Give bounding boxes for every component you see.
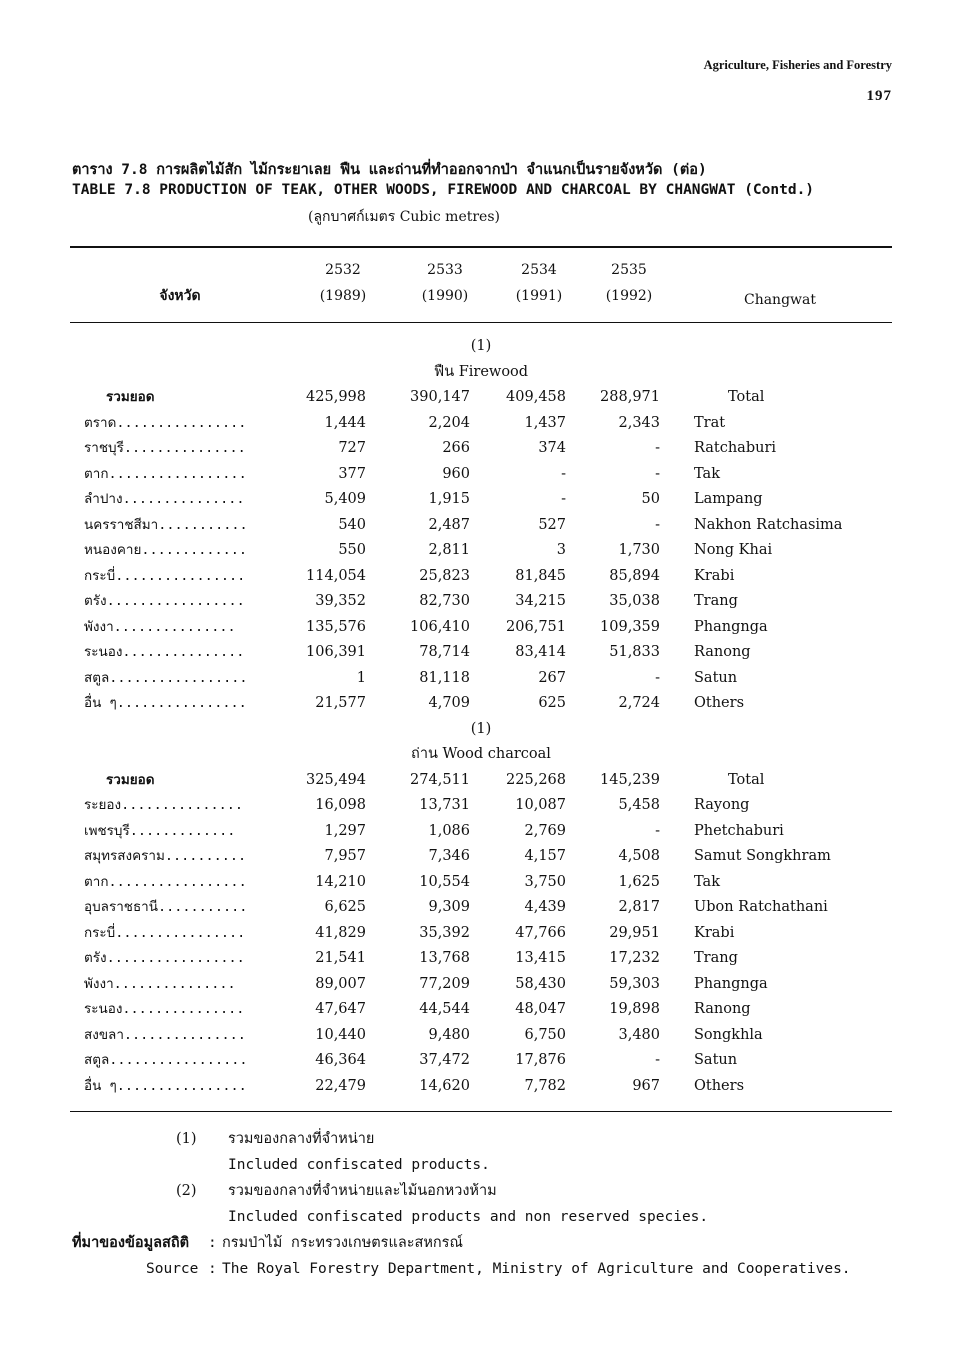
value-2534: 4,157 (524, 848, 566, 864)
value-2535: - (655, 440, 660, 456)
value-2532: 325,494 (306, 771, 366, 788)
value-2532: 21,541 (315, 950, 366, 966)
bottom-rule (70, 1111, 892, 1112)
table-row (70, 538, 892, 564)
value-2533: 10,554 (419, 873, 470, 890)
province-thai: พังงา............... (84, 618, 236, 635)
value-2534: 81,845 (515, 567, 566, 584)
value-2533: 14,620 (419, 1077, 470, 1094)
value-2534: 48,047 (515, 1001, 566, 1017)
section-footnote-mark: (1) (470, 338, 492, 354)
source-label-thai: ที่มาของข้อมูลสถิติ (72, 1235, 190, 1251)
changwat-english: Ranong (694, 1001, 751, 1017)
value-2535: 59,303 (609, 975, 660, 992)
value-2533: 390,147 (410, 389, 470, 405)
table-row (70, 997, 892, 1023)
table-row (70, 615, 892, 641)
value-2533: 9,309 (428, 899, 470, 915)
table-row (70, 895, 892, 921)
value-2532: 7,957 (324, 848, 366, 864)
value-2533: 13,768 (419, 950, 470, 966)
province-thai: สตูล................. (84, 1052, 248, 1068)
value-2534: 17,876 (515, 1052, 566, 1068)
changwat-english: Ubon Ratchathani (694, 899, 828, 915)
value-2533: 78,714 (419, 644, 470, 660)
value-2532: 106,391 (306, 644, 366, 660)
table-row (70, 564, 892, 590)
value-2534: 58,430 (515, 975, 566, 992)
value-2532: 41,829 (315, 924, 366, 941)
value-2535: 3,480 (618, 1026, 660, 1043)
value-2534: 13,415 (515, 950, 566, 966)
value-2532: 21,577 (315, 695, 366, 711)
table-row (70, 513, 892, 539)
changwat-english: Tak (694, 873, 720, 890)
value-2534: 3,750 (524, 873, 566, 890)
value-2532: 1,297 (324, 822, 366, 839)
value-2535: 4,508 (618, 848, 660, 864)
table-row (70, 972, 892, 998)
changwat-english: Trang (694, 950, 738, 966)
changwat-english: Trang (694, 593, 738, 609)
note-mark: (2) (176, 1183, 197, 1199)
note-text-thai: รวมของกลางที่จำหน่ายและไม้นอกหวงห้าม (228, 1183, 497, 1199)
source-colon: : (208, 1261, 217, 1277)
changwat-english: Nakhon Ratchasima (694, 516, 843, 533)
value-2533: 37,472 (419, 1052, 470, 1068)
value-2533: 266 (442, 440, 470, 456)
value-2534: 527 (538, 516, 566, 533)
changwat-english: Phetchaburi (694, 822, 784, 839)
header-rule (70, 322, 892, 323)
value-2535: 85,894 (609, 567, 660, 584)
table-row (70, 589, 892, 615)
header-year-2534: 2534 (1991) (515, 262, 563, 304)
changwat-english: Phangnga (694, 975, 768, 992)
table-row (70, 487, 892, 513)
value-2534: 34,215 (515, 593, 566, 609)
province-thai: ระยอง............... (84, 797, 244, 813)
value-2534: 6,750 (524, 1026, 566, 1043)
value-2532: 89,007 (315, 975, 366, 992)
value-2534: - (561, 465, 566, 482)
table-row (70, 411, 892, 437)
province-thai: สงขลา............... (84, 1026, 246, 1043)
table-row (70, 462, 892, 488)
province-thai: พังงา............... (84, 975, 236, 992)
value-2532: 114,054 (306, 567, 366, 584)
value-2534: 2,769 (524, 822, 566, 839)
table-title-english: TABLE 7.8 PRODUCTION OF TEAK, OTHER WOODS, FIREWOOD AND CHARCOAL BY CHANGWAT (Contd.) (72, 182, 815, 198)
source-label-english: Source (146, 1261, 199, 1277)
changwat-english: Trat (694, 414, 726, 431)
value-2535: - (655, 822, 660, 839)
note-text-english: Included confiscated products. (228, 1157, 490, 1173)
value-2534: 1,437 (524, 414, 566, 431)
table-row (70, 844, 892, 870)
province-thai: ราชบุรี............... (84, 440, 246, 456)
value-2535: - (655, 465, 660, 482)
province-thai: รวมยอด (106, 771, 155, 788)
value-2535: 19,898 (609, 1001, 660, 1017)
value-2533: 7,346 (428, 848, 470, 864)
value-2533: 2,811 (428, 542, 470, 558)
value-2534: 225,268 (506, 771, 566, 788)
value-2533: 1,086 (428, 822, 470, 839)
value-2534: 409,458 (506, 389, 566, 405)
province-thai: ตาก................. (84, 873, 247, 890)
value-2535: 1,730 (618, 542, 660, 558)
province-thai: อุบลราชธานี........... (84, 899, 248, 915)
value-2533: 4,709 (428, 695, 470, 711)
value-2534: 3 (556, 542, 566, 558)
value-2533: 106,410 (410, 618, 470, 635)
value-2532: 1 (356, 669, 366, 686)
value-2534: 47,766 (515, 924, 566, 941)
value-2533: 274,511 (410, 771, 470, 788)
header-year-2533: 2533 (1990) (421, 262, 469, 304)
source-colon: : (208, 1235, 217, 1251)
top-rule (70, 246, 892, 248)
note-text-english: Included confiscated products and non reserved species. (228, 1209, 709, 1225)
changwat-english: Krabi (694, 567, 735, 584)
value-2535: 2,343 (618, 414, 660, 431)
province-thai: ตราด................ (84, 414, 247, 431)
source-text-thai: กรมป่าไม้ กระทรวงเกษตรและสหกรณ์ (222, 1235, 463, 1251)
value-2535: 2,817 (618, 899, 660, 915)
value-2533: 960 (442, 465, 470, 482)
changwat-english: Krabi (694, 924, 735, 941)
value-2533: 1,915 (428, 491, 470, 507)
value-2534: 267 (538, 669, 566, 686)
source-text-english: The Royal Forestry Department, Ministry of Agriculture and Cooperatives. (222, 1261, 851, 1277)
section-footnote-mark: (1) (470, 720, 492, 737)
changwat-english: Total (728, 771, 765, 788)
table-row (70, 793, 892, 819)
value-2535: 109,359 (600, 618, 660, 635)
note-text-thai: รวมของกลางที่จำหน่าย (228, 1131, 375, 1147)
value-2535: - (655, 1052, 660, 1068)
changwat-english: Satun (694, 669, 738, 686)
header-year-2535: 2535 (1992) (605, 262, 653, 304)
value-2534: 4,439 (524, 899, 566, 915)
value-2534: 206,751 (506, 618, 566, 635)
table-title-block (72, 158, 814, 230)
changwat-english: Phangnga (694, 618, 768, 635)
province-thai: ตรัง................. (84, 593, 245, 609)
province-thai: รวมยอด (106, 389, 155, 405)
section-title: ฟืน Firewood (433, 363, 529, 380)
province-thai: ระนอง............... (84, 644, 245, 660)
table-row (70, 819, 892, 845)
value-2533: 82,730 (419, 593, 470, 609)
value-2532: 377 (338, 465, 366, 482)
province-thai: สมุทรสงคราม.......... (84, 848, 247, 864)
province-thai: ลำปาง............... (84, 491, 245, 507)
value-2532: 47,647 (315, 1001, 366, 1017)
value-2535: 145,239 (600, 771, 660, 788)
table-row (70, 666, 892, 692)
value-2535: 288,971 (600, 389, 660, 405)
value-2533: 2,487 (428, 516, 470, 533)
value-2533: 2,204 (428, 414, 470, 431)
value-2535: 5,458 (618, 797, 660, 813)
value-2535: 1,625 (618, 873, 660, 890)
changwat-english: Nong Khai (694, 542, 773, 558)
value-2532: 540 (338, 516, 366, 533)
changwat-english: Tak (694, 465, 720, 482)
value-2533: 25,823 (419, 567, 470, 584)
total-row (70, 768, 892, 794)
province-thai: ตาก................. (84, 465, 247, 482)
province-thai: สตูล................. (84, 669, 248, 686)
value-2535: 17,232 (609, 950, 660, 966)
province-thai: อื่น ๆ................ (84, 695, 247, 711)
section-title: ถ่าน Wood charcoal (411, 746, 551, 762)
value-2532: 1,444 (324, 414, 366, 431)
value-2534: 374 (538, 440, 566, 456)
value-2535: 2,724 (618, 695, 660, 711)
value-2535: 35,038 (609, 593, 660, 609)
value-2532: 39,352 (315, 593, 366, 609)
value-2532: 46,364 (315, 1052, 366, 1068)
province-thai: อื่น ๆ................ (84, 1077, 247, 1094)
table-row (70, 1048, 892, 1074)
changwat-english: Others (694, 695, 745, 711)
table-unit: (ลูกบาศก์เมตร Cubic metres) (308, 209, 500, 225)
value-2534: - (561, 491, 566, 507)
changwat-english: Rayong (694, 797, 750, 813)
value-2535: 29,951 (609, 924, 660, 941)
total-row (70, 385, 892, 411)
page-number: 197 (866, 88, 892, 104)
province-thai: นครราชสีมา........... (84, 516, 248, 533)
value-2532: 14,210 (315, 873, 366, 890)
value-2534: 83,414 (515, 644, 566, 660)
value-2532: 5,409 (324, 491, 366, 507)
table-title-thai: ตาราง 7.8 การผลิตไม้สัก ไม้กระยาเลย ฟืน และถ่านที่ทำออกจากป่า จำแนกเป็นรายจังหวัด (ต่อ) (72, 162, 707, 178)
table-row (70, 1023, 892, 1049)
header-year-2532: 2532 (1989) (319, 262, 367, 304)
table-row (70, 870, 892, 896)
table-row (70, 1074, 892, 1100)
value-2532: 10,440 (315, 1026, 366, 1043)
value-2535: 50 (641, 491, 660, 507)
value-2533: 9,480 (428, 1026, 470, 1043)
table-row (70, 691, 892, 717)
value-2532: 135,576 (306, 618, 366, 635)
province-thai: กระบี่................ (84, 567, 246, 584)
value-2532: 16,098 (315, 797, 366, 813)
province-thai: กระบี่................ (84, 924, 246, 941)
value-2533: 35,392 (419, 924, 470, 941)
value-2535: 967 (632, 1077, 660, 1094)
changwat-english: Others (694, 1077, 745, 1094)
value-2533: 13,731 (419, 797, 470, 813)
table-row (70, 946, 892, 972)
header-changwat: Changwat (743, 292, 816, 308)
running-title: Agriculture, Fisheries and Forestry (703, 58, 892, 72)
value-2532: 425,998 (306, 389, 366, 405)
value-2534: 7,782 (524, 1077, 566, 1094)
table-body (70, 334, 892, 1099)
province-thai: เพชรบุรี............. (84, 822, 236, 839)
value-2535: 51,833 (609, 644, 660, 660)
value-2533: 77,209 (419, 975, 470, 992)
value-2535: - (655, 669, 660, 686)
table-row (70, 921, 892, 947)
table-row (70, 436, 892, 462)
changwat-english: Ratchaburi (694, 440, 777, 456)
table-row (70, 640, 892, 666)
changwat-english: Songkhla (694, 1026, 763, 1043)
value-2533: 81,118 (419, 669, 470, 686)
header-province-thai: จังหวัด (159, 288, 201, 304)
value-2534: 10,087 (515, 797, 566, 813)
province-thai: ระนอง............... (84, 1001, 245, 1017)
value-2532: 550 (338, 542, 366, 558)
value-2532: 6,625 (324, 899, 366, 915)
changwat-english: Total (728, 389, 765, 405)
changwat-english: Ranong (694, 644, 751, 660)
province-thai: หนองคาย............. (84, 542, 248, 558)
value-2534: 625 (538, 695, 566, 711)
value-2532: 22,479 (315, 1077, 366, 1094)
changwat-english: Satun (694, 1052, 738, 1068)
province-thai: ตรัง................. (84, 950, 245, 966)
value-2532: 727 (338, 440, 366, 456)
value-2533: 44,544 (419, 1001, 470, 1017)
value-2535: - (655, 516, 660, 533)
changwat-english: Lampang (694, 491, 763, 507)
note-mark: (1) (176, 1131, 197, 1147)
changwat-english: Samut Songkhram (694, 848, 831, 864)
